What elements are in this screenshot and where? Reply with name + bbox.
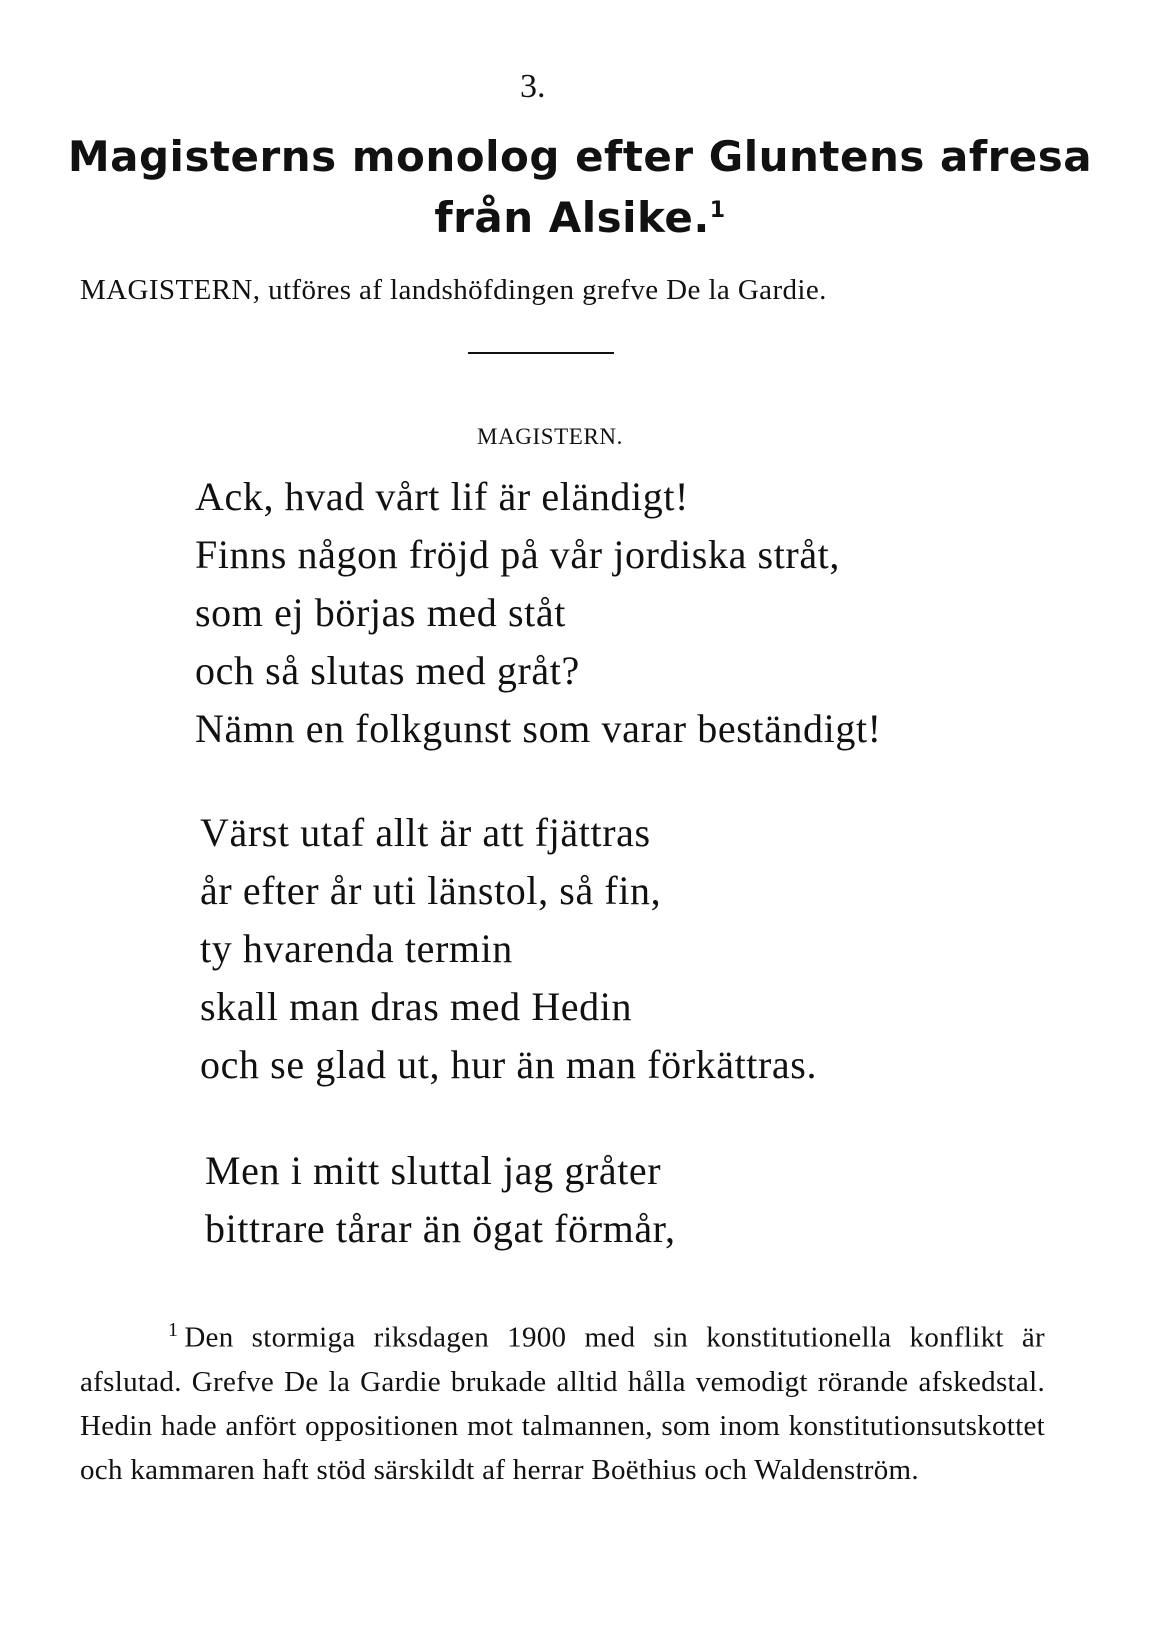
verse-line: Värst utaf allt är att fjättras	[200, 810, 651, 855]
verse-line: och så slutas med gråt?	[195, 648, 580, 693]
verse-line: år efter år uti länstol, så fin,	[200, 868, 662, 913]
title-footnote-ref: 1	[709, 198, 726, 223]
stanza-2	[200, 804, 817, 1094]
verse-line: Nämn en folkgunst som varar beständigt!	[195, 706, 882, 751]
stanza-3	[205, 1142, 676, 1258]
title-line-1: Magisterns monolog efter Gluntens afresa	[67, 132, 1093, 181]
verse-line: Ack, hvad vårt lif är eländigt!	[195, 474, 689, 519]
section-divider	[468, 352, 614, 354]
verse-line: skall man dras med Hedin	[200, 984, 633, 1029]
verse-line: och se glad ut, hur än man förkättras.	[200, 1042, 818, 1087]
verse-line: Men i mitt sluttal jag gråter	[205, 1148, 662, 1193]
title-line-2	[60, 184, 1100, 245]
footnote-marker: 1	[168, 1319, 179, 1341]
verse-line: ty hvarenda termin	[200, 926, 513, 971]
page-number: 3.	[520, 68, 546, 105]
footnote	[80, 1308, 1045, 1492]
verse-line: som ej börjas med ståt	[195, 590, 566, 635]
title-line-2-text: från Alsike.	[434, 193, 710, 242]
verse-line: Finns någon fröjd på vår jordiska stråt,	[195, 532, 840, 577]
poem-title	[60, 130, 1100, 245]
speaker-label: MAGISTERN.	[477, 424, 623, 449]
stanza-1	[195, 468, 882, 758]
cast-line: MAGISTERN, utföres af landshöfdingen grefve De la Gardie.	[80, 274, 827, 306]
verse-line: bittrare tårar än ögat förmår,	[205, 1206, 676, 1251]
footnote-text: Den stormiga riksdagen 1900 med sin konstitutionella konflikt är afslutad. Grefve De la Gardie brukade alltid hålla vemodigt rörande afskedstal. Hedin hade anfört oppositionen mot talmannen, som inom konstitutionsutskottet och kammaren haft stöd särskildt af herrar Boëthius och Waldenström.	[80, 1321, 1045, 1486]
